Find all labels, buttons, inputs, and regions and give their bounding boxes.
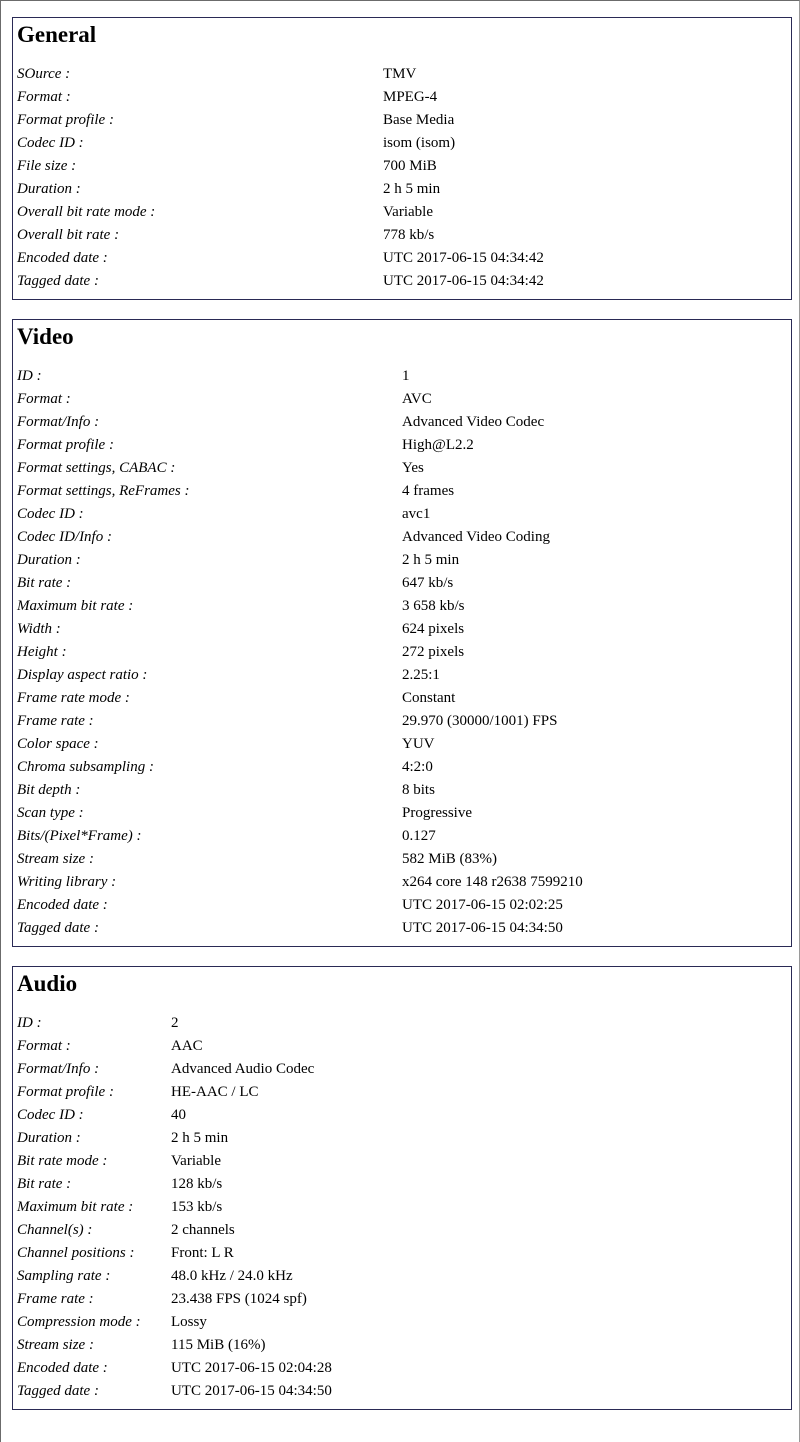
field-label: Display aspect ratio : bbox=[17, 667, 148, 683]
field-value: Variable bbox=[171, 1153, 221, 1169]
field-value: 2 channels bbox=[171, 1222, 235, 1238]
field-value: 29.970 (30000/1001) FPS bbox=[402, 713, 558, 729]
general-info-row bbox=[17, 201, 787, 224]
video-info-row bbox=[17, 733, 787, 756]
general-info-row bbox=[17, 132, 787, 155]
field-label: Channel positions : bbox=[17, 1245, 135, 1261]
field-label: Encoded date : bbox=[17, 250, 108, 266]
field-label: Scan type : bbox=[17, 805, 84, 821]
field-value: 272 pixels bbox=[402, 644, 465, 660]
audio-info-row bbox=[17, 1380, 787, 1403]
field-label: Maximum bit rate : bbox=[17, 1199, 134, 1215]
field-label: Format profile : bbox=[17, 437, 114, 453]
video-info-row bbox=[17, 480, 787, 503]
field-label: Duration : bbox=[17, 1130, 81, 1146]
video-heading: Video bbox=[17, 324, 74, 349]
field-label: File size : bbox=[17, 158, 77, 174]
field-value: 4:2:0 bbox=[402, 759, 433, 775]
field-label: Duration : bbox=[17, 552, 81, 568]
video-info-row bbox=[17, 756, 787, 779]
field-label: Overall bit rate : bbox=[17, 227, 120, 243]
field-label: Format : bbox=[17, 1038, 71, 1054]
field-label: Maximum bit rate : bbox=[17, 598, 134, 614]
field-value: 2 h 5 min bbox=[383, 181, 441, 197]
audio-info-row bbox=[17, 1173, 787, 1196]
video-info-row bbox=[17, 917, 787, 940]
field-value: x264 core 148 r2638 7599210 bbox=[402, 874, 583, 890]
field-value: 4 frames bbox=[402, 483, 455, 499]
field-value: UTC 2017-06-15 04:34:42 bbox=[383, 273, 544, 289]
field-label: Format profile : bbox=[17, 1084, 114, 1100]
video-info-row bbox=[17, 687, 787, 710]
video-info-row bbox=[17, 572, 787, 595]
general-info-row bbox=[17, 155, 787, 178]
field-value: High@L2.2 bbox=[402, 437, 474, 453]
field-value: 23.438 FPS (1024 spf) bbox=[171, 1291, 307, 1307]
audio-info-row bbox=[17, 1242, 787, 1265]
general-info-row bbox=[17, 63, 787, 86]
video-info-row bbox=[17, 388, 787, 411]
video-info-row bbox=[17, 457, 787, 480]
field-value: 2 bbox=[171, 1015, 179, 1031]
video-info-row bbox=[17, 894, 787, 917]
video-info-row bbox=[17, 641, 787, 664]
field-label: Tagged date : bbox=[17, 920, 99, 936]
video-info-row bbox=[17, 710, 787, 733]
field-value: HE-AAC / LC bbox=[171, 1084, 259, 1100]
field-value: Constant bbox=[402, 690, 456, 706]
video-info-row bbox=[17, 779, 787, 802]
field-value: Base Media bbox=[383, 112, 455, 128]
general-info-row bbox=[17, 86, 787, 109]
field-value: UTC 2017-06-15 04:34:50 bbox=[171, 1383, 332, 1399]
video-info-row bbox=[17, 595, 787, 618]
field-value: 700 MiB bbox=[383, 158, 437, 174]
field-value: Yes bbox=[402, 460, 424, 476]
video-info-row bbox=[17, 434, 787, 457]
field-value: UTC 2017-06-15 02:04:28 bbox=[171, 1360, 332, 1376]
field-label: Format settings, ReFrames : bbox=[17, 483, 190, 499]
field-label: Format/Info : bbox=[17, 414, 100, 430]
audio-info-row bbox=[17, 1265, 787, 1288]
general-heading: General bbox=[17, 22, 97, 47]
field-value: Advanced Video Codec bbox=[402, 414, 545, 430]
field-value: isom (isom) bbox=[383, 135, 456, 151]
field-value: 778 kb/s bbox=[383, 227, 435, 243]
field-label: Format profile : bbox=[17, 112, 114, 128]
field-value: AAC bbox=[171, 1038, 203, 1054]
audio-info-row bbox=[17, 1127, 787, 1150]
field-label: Duration : bbox=[17, 181, 81, 197]
field-label: Writing library : bbox=[17, 874, 117, 890]
audio-info-row bbox=[17, 1081, 787, 1104]
field-label: Codec ID : bbox=[17, 1107, 84, 1123]
field-value: 115 MiB (16%) bbox=[171, 1337, 266, 1353]
audio-info-row bbox=[17, 1219, 787, 1242]
field-label: Frame rate mode : bbox=[17, 690, 130, 706]
field-label: Codec ID : bbox=[17, 506, 84, 522]
field-value: UTC 2017-06-15 04:34:42 bbox=[383, 250, 544, 266]
field-label: Bit rate : bbox=[17, 575, 72, 591]
audio-info-row bbox=[17, 1058, 787, 1081]
field-value: 48.0 kHz / 24.0 kHz bbox=[171, 1268, 293, 1284]
video-info-row bbox=[17, 411, 787, 434]
field-label: Channel(s) : bbox=[17, 1222, 93, 1238]
field-label: SOurce : bbox=[17, 66, 71, 82]
field-value: UTC 2017-06-15 04:34:50 bbox=[402, 920, 563, 936]
field-label: Compression mode : bbox=[17, 1314, 141, 1330]
audio-section bbox=[12, 966, 792, 1410]
field-label: ID : bbox=[17, 1015, 42, 1031]
field-value: YUV bbox=[402, 736, 435, 752]
general-info-row bbox=[17, 270, 787, 293]
field-value: 2 h 5 min bbox=[402, 552, 460, 568]
field-label: Format settings, CABAC : bbox=[17, 460, 176, 476]
field-label: Bits/(Pixel*Frame) : bbox=[17, 828, 142, 844]
field-value: avc1 bbox=[402, 506, 431, 522]
audio-info-row bbox=[17, 1288, 787, 1311]
general-info-row bbox=[17, 224, 787, 247]
video-rows bbox=[17, 365, 787, 940]
field-label: Stream size : bbox=[17, 851, 94, 867]
field-label: Format/Info : bbox=[17, 1061, 100, 1077]
field-value: TMV bbox=[383, 66, 417, 82]
field-value: Advanced Audio Codec bbox=[171, 1061, 315, 1077]
video-info-row bbox=[17, 365, 787, 388]
field-label: Stream size : bbox=[17, 1337, 94, 1353]
video-info-row bbox=[17, 825, 787, 848]
general-info-row bbox=[17, 109, 787, 132]
field-value: 8 bits bbox=[402, 782, 435, 798]
field-value: AVC bbox=[402, 391, 432, 407]
field-label: Bit depth : bbox=[17, 782, 81, 798]
field-label: ID : bbox=[17, 368, 42, 384]
field-label: Height : bbox=[17, 644, 67, 660]
field-value: Variable bbox=[383, 204, 433, 220]
field-value: 153 kb/s bbox=[171, 1199, 223, 1215]
video-info-row bbox=[17, 848, 787, 871]
field-value: Front: L R bbox=[171, 1245, 234, 1261]
field-value: MPEG-4 bbox=[383, 89, 438, 105]
video-info-row bbox=[17, 664, 787, 687]
field-label: Chroma subsampling : bbox=[17, 759, 154, 775]
general-info-row bbox=[17, 247, 787, 270]
field-label: Codec ID : bbox=[17, 135, 84, 151]
field-label: Format : bbox=[17, 89, 71, 105]
field-value: UTC 2017-06-15 02:02:25 bbox=[402, 897, 563, 913]
general-rows bbox=[17, 63, 787, 293]
field-label: Color space : bbox=[17, 736, 99, 752]
video-info-row bbox=[17, 526, 787, 549]
field-label: Bit rate : bbox=[17, 1176, 72, 1192]
video-section bbox=[12, 319, 792, 947]
field-value: 624 pixels bbox=[402, 621, 465, 637]
field-value: 1 bbox=[402, 368, 410, 384]
video-info-row bbox=[17, 549, 787, 572]
audio-rows bbox=[17, 1012, 787, 1403]
audio-info-row bbox=[17, 1196, 787, 1219]
field-label: Encoded date : bbox=[17, 897, 108, 913]
video-info-row bbox=[17, 802, 787, 825]
field-label: Overall bit rate mode : bbox=[17, 204, 156, 220]
audio-heading: Audio bbox=[17, 971, 78, 996]
audio-info-row bbox=[17, 1311, 787, 1334]
video-info-row bbox=[17, 618, 787, 641]
field-label: Frame rate : bbox=[17, 713, 94, 729]
general-section bbox=[12, 17, 792, 300]
audio-info-row bbox=[17, 1150, 787, 1173]
field-label: Frame rate : bbox=[17, 1291, 94, 1307]
field-label: Tagged date : bbox=[17, 273, 99, 289]
field-value: 2 h 5 min bbox=[171, 1130, 229, 1146]
audio-info-row bbox=[17, 1104, 787, 1127]
audio-info-row bbox=[17, 1334, 787, 1357]
audio-info-row bbox=[17, 1035, 787, 1058]
field-value: 40 bbox=[171, 1107, 186, 1123]
field-value: Progressive bbox=[402, 805, 472, 821]
field-label: Codec ID/Info : bbox=[17, 529, 112, 545]
field-label: Encoded date : bbox=[17, 1360, 108, 1376]
field-value: 647 kb/s bbox=[402, 575, 454, 591]
video-info-row bbox=[17, 871, 787, 894]
field-value: 0.127 bbox=[402, 828, 436, 844]
audio-info-row bbox=[17, 1357, 787, 1380]
field-value: 3 658 kb/s bbox=[402, 598, 465, 614]
general-info-row bbox=[17, 178, 787, 201]
field-label: Width : bbox=[17, 621, 61, 637]
field-value: 582 MiB (83%) bbox=[402, 851, 497, 867]
field-label: Tagged date : bbox=[17, 1383, 99, 1399]
audio-info-row bbox=[17, 1012, 787, 1035]
field-label: Bit rate mode : bbox=[17, 1153, 108, 1169]
field-value: Lossy bbox=[171, 1314, 207, 1330]
field-value: Advanced Video Coding bbox=[402, 529, 550, 545]
video-info-row bbox=[17, 503, 787, 526]
field-value: 128 kb/s bbox=[171, 1176, 223, 1192]
field-value: 2.25:1 bbox=[402, 667, 440, 683]
field-label: Format : bbox=[17, 391, 71, 407]
field-label: Sampling rate : bbox=[17, 1268, 111, 1284]
